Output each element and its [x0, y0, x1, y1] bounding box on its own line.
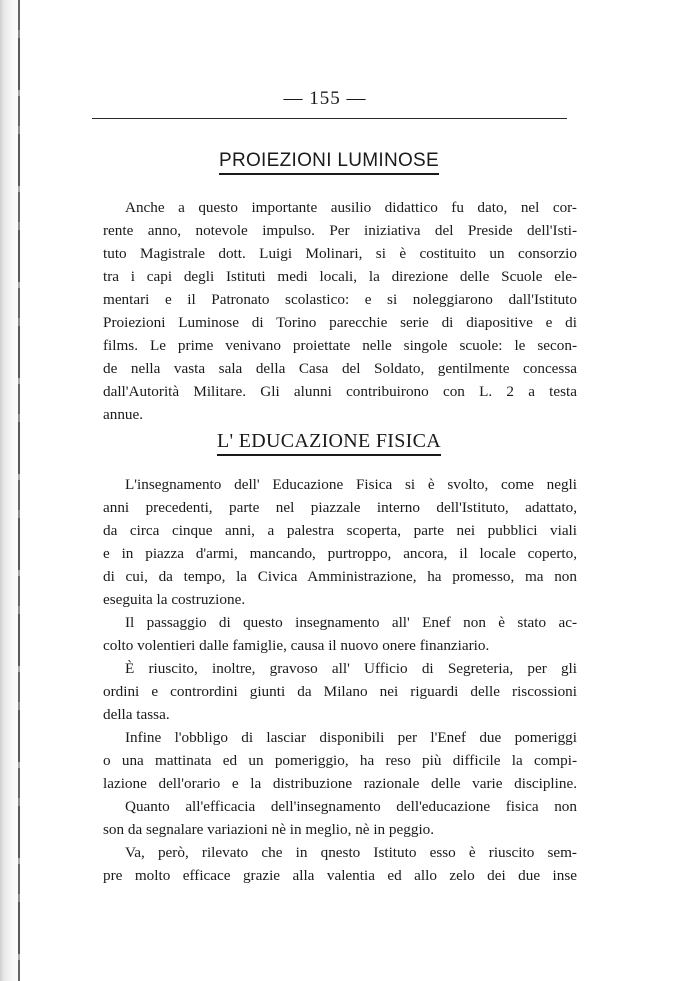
section-title-text: PROIEZIONI LUMINOSE [219, 150, 439, 175]
paragraph-line: Quanto all'efficacia dell'insegnamento dell'educazione fisica non [125, 798, 577, 815]
page-number: — 155 — [283, 88, 367, 109]
paragraph-line: anni precedenti, parte nel piazzale interno dell'Istituto, adattato, [103, 499, 577, 516]
section-title-educazione-fisica [0, 430, 658, 453]
paragraph-line: e in piazza d'armi, mancando, purtroppo, ancora, il locale coperto, [103, 545, 577, 562]
paragraph-line: Il passaggio di questo insegnamento all' Enef non è stato ac- [125, 614, 577, 631]
section-title-text: L' EDUCAZIONE FISICA [217, 430, 441, 456]
paragraph-line: di cui, da tempo, la Civica Amministrazione, ha promesso, ma non [103, 568, 577, 585]
paragraph-line: da circa cinque anni, a palestra scoperta, parte nei pubblici viali [103, 522, 577, 539]
section-title-proiezioni [0, 150, 658, 172]
paragraph-line: de nella vasta sala della Casa del Soldato, gentilmente concessa [103, 360, 577, 377]
paragraph-line: rente anno, notevole impulso. Per iniziativa del Preside dell'Isti- [103, 222, 577, 239]
paragraph-line: Infine l'obbligo di lasciar disponibili per l'Enef due pomeriggi [125, 729, 577, 746]
paragraph-line: films. Le prime venivano proiettate nelle singole scuole: le secon- [103, 337, 577, 354]
paragraph-line: È riuscito, inoltre, gravoso all' Ufficio di Segreteria, per gli [125, 660, 577, 677]
paragraph-line: colto volentieri dalle famiglie, causa il nuovo onere finanziario. [103, 637, 490, 654]
header-rule [92, 118, 567, 119]
paragraph-line: mentari e il Patronato scolastico: e si noleggiarono dall'Istituto [103, 291, 577, 308]
paragraph-line: pre molto efficace grazie alla valentia ed allo zelo dei due inse [103, 867, 577, 884]
paragraph-line: della tassa. [103, 706, 170, 723]
paragraph-line: ordini e contrordini giunti da Milano nei riguardi delle riscossioni [103, 683, 577, 700]
paragraph-line: lazione dell'orario e la distribuzione razionale delle varie discipline. [103, 775, 577, 792]
paragraph-line: tra i capi degli Istituti medi locali, la direzione delle Scuole ele- [103, 268, 577, 285]
paragraph-line: tuto Magistrale dott. Luigi Molinari, si è costituito un consorzio [103, 245, 577, 262]
paragraph-line: Proiezioni Luminose di Torino parecchie serie di diapositive e di [103, 314, 577, 331]
paragraph-line: eseguita la costruzione. [103, 591, 246, 608]
paragraph-line: dall'Autorità Militare. Gli alunni contribuirono con L. 2 a testa [103, 383, 577, 400]
paragraph-line: Anche a questo importante ausilio didattico fu dato, nel cor- [125, 199, 577, 216]
paragraph-line: o una mattinata ed un pomeriggio, ha reso più difficile la compi- [103, 752, 577, 769]
paragraph-line: son da segnalare variazioni nè in meglio, nè in peggio. [103, 821, 435, 838]
page-binding-edge [0, 0, 40, 981]
paragraph-line: Va, però, rilevato che in qnesto Istituto esso è riuscito sem- [125, 844, 577, 861]
paragraph-line: L'insegnamento dell' Educazione Fisica si è svolto, come negli [125, 476, 577, 493]
paragraph-line: annue. [103, 406, 144, 423]
binding-shadow-line [18, 0, 20, 981]
